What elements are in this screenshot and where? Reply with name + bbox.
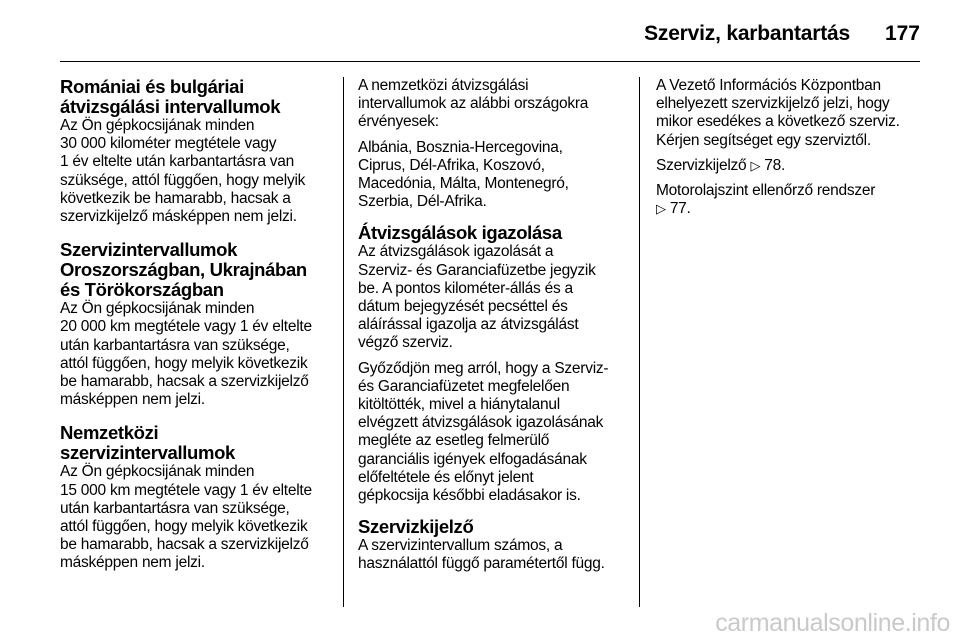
section-heading: Romániai és bulgáriai átvizsgálási intervallumok (60, 76, 281, 117)
section-international-intervals (60, 423, 330, 572)
section-heading: Nemzetközi szervizintervallumok (60, 422, 235, 464)
section-body: A szervizintervallum számos, a használattól függő paramétertől függ. (358, 537, 605, 573)
dic-paragraph: A Vezető Információs Központban elhelyezett szervizkijelző jelzi, hogy mikor esedékes a következő szerviz. Kérjen segítséget egy szerviztől. (656, 77, 900, 149)
service-display-reference: Szervizkijelző ▷ 78. (656, 156, 786, 174)
column-divider-2 (639, 77, 640, 607)
section-body: Az Ön gépkocsijának minden 30 000 kilométer megtétele vagy 1 év eltelte után karbantartásra van szüksége, attól függően, hogy melyik következik be hamarabb, hacsak a szervizkijelző másképpen nem jelzi. (60, 117, 306, 226)
countries-paragraph: Albánia, Bosznia-Hercegovina, Ciprus, Dél-Afrika, Koszovó, Macedónia, Málta, Montenegró, Szerbia, Dél-Afrika. (358, 138, 569, 211)
column-3 (656, 77, 930, 225)
section-russia-ukraine-turkey (60, 240, 330, 409)
column-2 (358, 77, 630, 581)
section-body: Az átvizsgálások igazolását a Szerviz- és Garanciafüzetbe jegyzik be. A pontos kilométer-állás és a dátum bejegyzését pecséttel és aláírással igazolja az átvizsgálást végző szerviz. (358, 243, 596, 352)
section-inspection-proof (358, 223, 630, 505)
page-reference-arrow-icon: ▷ (656, 201, 666, 217)
section-heading: Szervizkijelző (358, 516, 474, 538)
page-reference-link[interactable]: 78. (764, 156, 786, 174)
page-reference-link[interactable]: 77. (669, 200, 691, 218)
section-body: Az Ön gépkocsijának minden 15 000 km megtétele vagy 1 év eltelte után karbantartásra van szüksége, attól függően, hogy melyik következik be hamarabb, hacsak a szervizkijelző másképpen nem jelzi. (60, 463, 312, 572)
page-header (60, 0, 920, 62)
column-divider-1 (343, 77, 344, 607)
section-body: Győződjön meg arról, hogy a Szerviz- és Garanciafüzetet megfelelően kitöltötték, mivel a hiánytalanul elvégzett átvizsgálások igazolásának megléte az esetleg felmerülő garanciális igények elfogadásának előfeltétele és előnyt jelent gépkocsija későbbi eladásakor is. (358, 359, 609, 505)
oil-level-reference: Motorolajszint ellenőrző rendszer ▷ 77. (656, 182, 876, 218)
page-number: 177 (884, 22, 920, 45)
header-title: Szerviz, karbantartás (644, 22, 850, 45)
section-body: Az Ön gépkocsijának minden 20 000 km megtétele vagy 1 év eltelte után karbantartásra van szüksége, attól függően, hogy melyik következik be hamarabb, hacsak a szervizkijelző másképpen nem jelzi. (60, 300, 312, 409)
watermark: carmanualsonline.info (715, 609, 950, 637)
column-1 (60, 77, 330, 587)
page-reference-arrow-icon: ▷ (750, 157, 761, 173)
intro-paragraph: A nemzetközi átvizsgálási intervallumok az alábbi országokra érvényesek: (358, 77, 589, 131)
section-heading: Szervizintervallumok Oroszországban, Ukrajnában és Törökországban (60, 239, 307, 301)
section-service-display (358, 517, 630, 573)
section-heading: Átvizsgálások igazolása (358, 222, 562, 244)
section-romania-bulgaria (60, 77, 330, 226)
